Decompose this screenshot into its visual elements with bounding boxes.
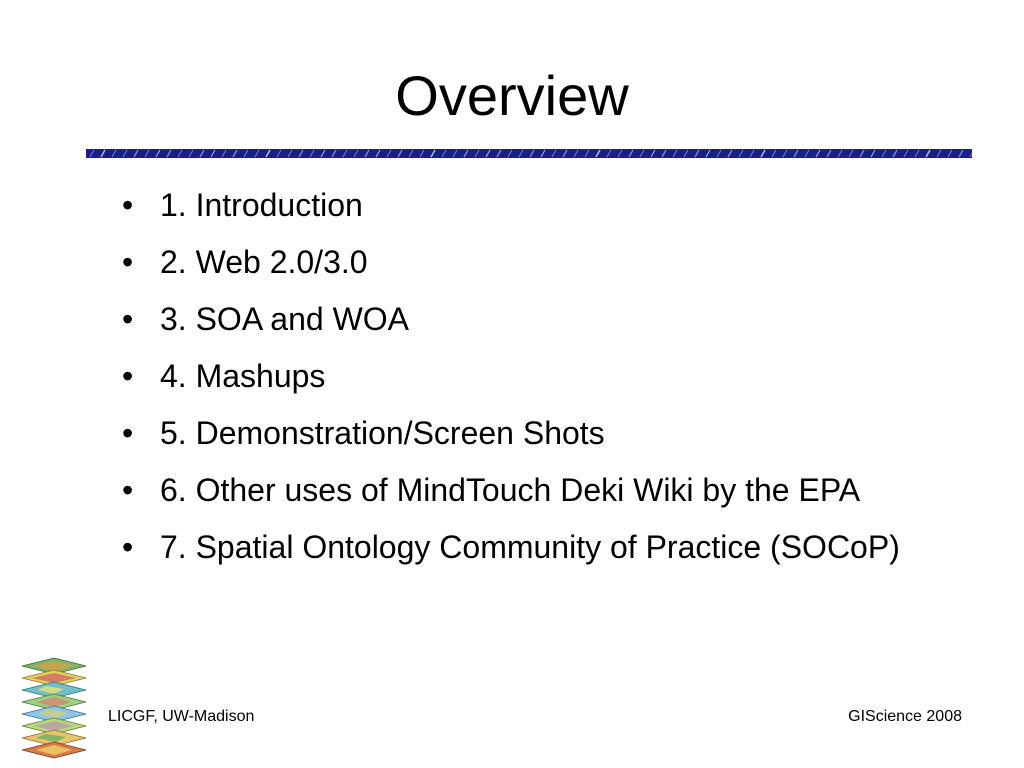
slide-title: Overview (395, 64, 629, 127)
title-divider-bar (86, 149, 972, 158)
bullet-text: 4. Mashups (160, 358, 326, 394)
bullet-marker: • (122, 187, 134, 223)
bullet-marker: • (122, 301, 134, 337)
bullet-item (122, 471, 922, 509)
bullet-item (122, 528, 922, 566)
bullet-text: 3. SOA and WOA (160, 301, 409, 337)
bullet-item (122, 357, 922, 395)
bullet-marker: • (122, 472, 134, 508)
bullet-text: 5. Demonstration/Screen Shots (160, 415, 605, 451)
footer-right-text: GIScience 2008 (848, 708, 962, 725)
bullet-marker: • (122, 415, 134, 451)
bullet-marker: • (122, 358, 134, 394)
bullet-marker: • (122, 244, 134, 280)
footer-left-text: LICGF, UW-Madison (108, 708, 255, 725)
bullet-text: 2. Web 2.0/3.0 (160, 244, 368, 280)
bullet-item (122, 186, 922, 224)
bullet-item (122, 300, 922, 338)
bullet-text: 7. Spatial Ontology Community of Practice (SOCoP) (160, 529, 900, 565)
bullet-text: 1. Introduction (160, 187, 363, 223)
bullet-marker: • (122, 529, 134, 565)
bullet-item (122, 243, 922, 281)
bullet-list (122, 186, 922, 566)
gis-layers-stack-icon (16, 656, 92, 762)
bullet-text: 6. Other uses of MindTouch Deki Wiki by the EPA (160, 472, 861, 508)
bullet-item (122, 414, 922, 452)
